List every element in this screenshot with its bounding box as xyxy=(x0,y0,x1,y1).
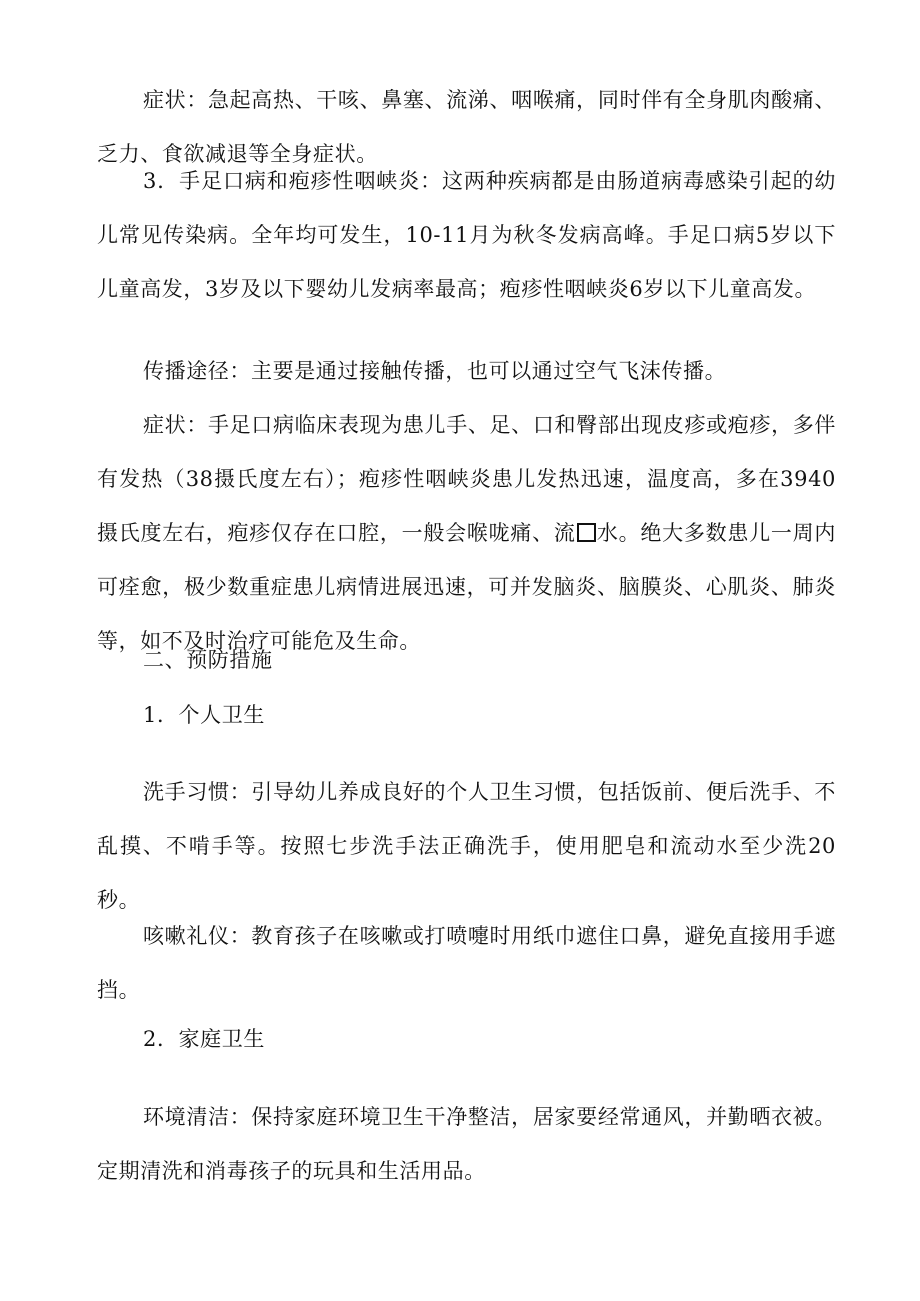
paragraph-text: 3．手足口病和疱疹性咽峡炎：这两种疾病都是由肠道病毒感染引起的幼儿常见传染病。全年均可发生，10-11月为秋冬发病高峰。手足口病5岁以下儿童高发，3岁及以下婴幼儿发病率最高；疱疹性咽峡炎6岁以下儿童高发。 xyxy=(97,169,836,301)
subheading-personal-hygiene xyxy=(97,688,836,742)
paragraph-handwashing xyxy=(97,765,836,927)
paragraph-text: 传播途径：主要是通过接触传播，也可以通过空气飞沫传播。 xyxy=(143,359,727,383)
paragraph-text: 环境清洁：保持家庭环境卫生干净整洁，居家要经常通风，并勤晒衣被。定期清洗和消毒孩子的玩具和生活用品。 xyxy=(97,1105,836,1183)
heading-text: 1．个人卫生 xyxy=(143,703,265,727)
paragraph-text: 咳嗽礼仪：教育孩子在咳嗽或打喷嚏时用纸巾遮住口鼻，避免直接用手遮挡。 xyxy=(97,924,836,1002)
paragraph-environment-cleaning xyxy=(97,1090,836,1198)
paragraph-text: 症状：急起高热、干咳、鼻塞、流涕、咽喉痛，同时伴有全身肌肉酸痛、乏力、食欲减退等全身症状。 xyxy=(97,88,836,166)
paragraph-hfmd-intro xyxy=(97,154,836,316)
heading-text: 二、预防措施 xyxy=(143,648,273,672)
paragraph-transmission xyxy=(97,344,836,398)
paragraph-hfmd-symptoms xyxy=(97,398,836,668)
paragraph-cough-etiquette xyxy=(97,909,836,1017)
subheading-family-hygiene xyxy=(97,1012,836,1066)
missing-glyph-box xyxy=(577,523,596,542)
paragraph-text: 洗手习惯：引导幼儿养成良好的个人卫生习惯，包括饭前、便后洗手、不乱摸、不啃手等。按照七步洗手法正确洗手，使用肥皂和流动水至少洗20秒。 xyxy=(97,780,836,912)
heading-text: 2．家庭卫生 xyxy=(143,1027,265,1051)
paragraph-text: 症状：手足口病临床表现为患儿手、足、口和臀部出现皮疹或疱疹，多伴有发热（38摄氏度左右）；疱疹性咽峡炎患儿发热迅速，温度高，多在3940摄氏度左右，疱疹仅存在口腔，一般会喉咙痛、流 xyxy=(97,413,836,545)
paragraph-text: 水。绝大多数患儿一周内可痊愈，极少数重症患儿病情进展迅速，可并发脑炎、脑膜炎、心肌炎、肺炎等，如不及时治疗可能危及生命。 xyxy=(97,521,836,653)
section-heading-prevention xyxy=(97,633,836,687)
